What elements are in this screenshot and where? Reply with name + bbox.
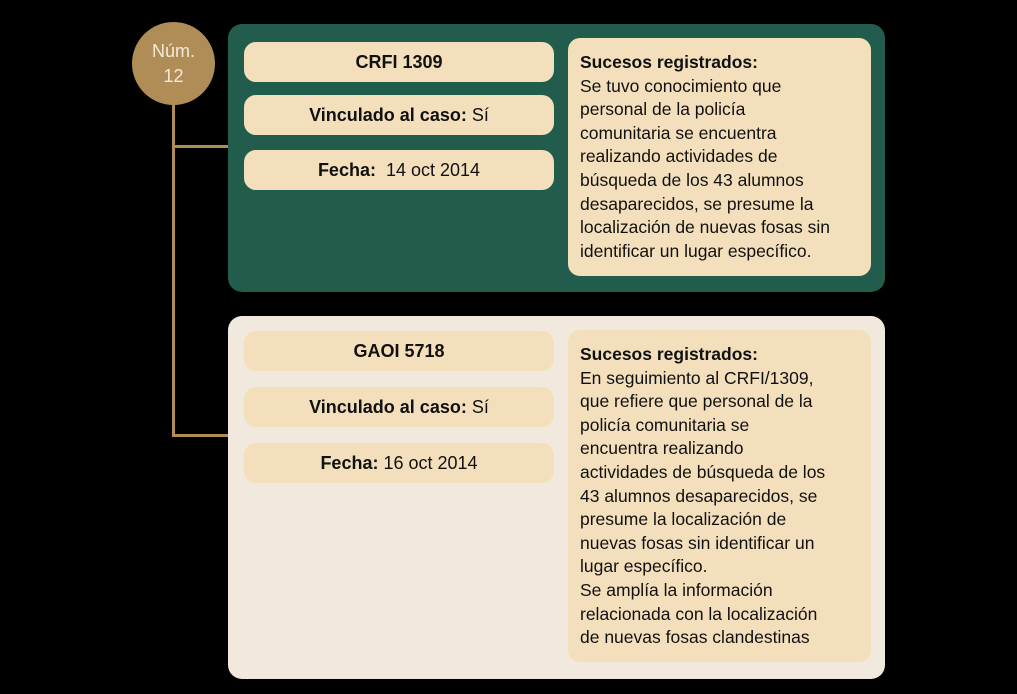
record-code-text: CRFI 1309 bbox=[355, 51, 443, 72]
record-panel-crfi bbox=[228, 24, 885, 292]
date-field bbox=[244, 443, 554, 483]
linked-label: Vinculado al caso: bbox=[309, 396, 467, 417]
connector-branch-1 bbox=[172, 145, 230, 148]
badge-number: 12 bbox=[163, 65, 184, 86]
connector-branch-2 bbox=[172, 434, 230, 437]
timeline-connector bbox=[172, 100, 175, 437]
date-value: 16 oct 2014 bbox=[383, 452, 478, 473]
date-label: Fecha: bbox=[317, 159, 376, 180]
record-code bbox=[244, 42, 554, 82]
events-box bbox=[568, 330, 871, 662]
events-box bbox=[568, 38, 871, 276]
linked-value: Sí bbox=[471, 396, 489, 417]
record-code bbox=[244, 331, 554, 371]
events-text: Se tuvo conocimiento que personal de la policía comunitaria se encuentra realizando actividades de búsqueda de los 43 alumnos desaparecidos, se presume la localización de nuevas fosas sin identificar un lugar específico. bbox=[580, 75, 831, 261]
linked-label: Vinculado al caso: bbox=[309, 104, 467, 125]
events-heading: Sucesos registrados: bbox=[580, 344, 758, 364]
linked-value: Sí bbox=[471, 104, 489, 125]
date-field bbox=[244, 150, 554, 190]
date-value: 14 oct 2014 bbox=[385, 159, 481, 180]
number-badge bbox=[132, 22, 215, 105]
linked-field bbox=[244, 387, 554, 427]
events-text: En seguimiento al CRFI/1309, que refiere que personal de la policía comunitaria se encuentra realizando actividades de búsqueda de los 43 alumnos desaparecidos, se presume la localización de nuevas fosas sin identificar un lugar específico. Se amplía la información relacionada con la localización de nuevas fosas clandestinas bbox=[580, 367, 826, 648]
events-heading: Sucesos registrados: bbox=[580, 52, 758, 72]
record-code-text: GAOI 5718 bbox=[353, 340, 445, 361]
record-panel-gaoi bbox=[228, 316, 885, 679]
date-label: Fecha: bbox=[320, 452, 379, 473]
badge-label: Núm. bbox=[151, 40, 195, 61]
linked-field bbox=[244, 95, 554, 135]
